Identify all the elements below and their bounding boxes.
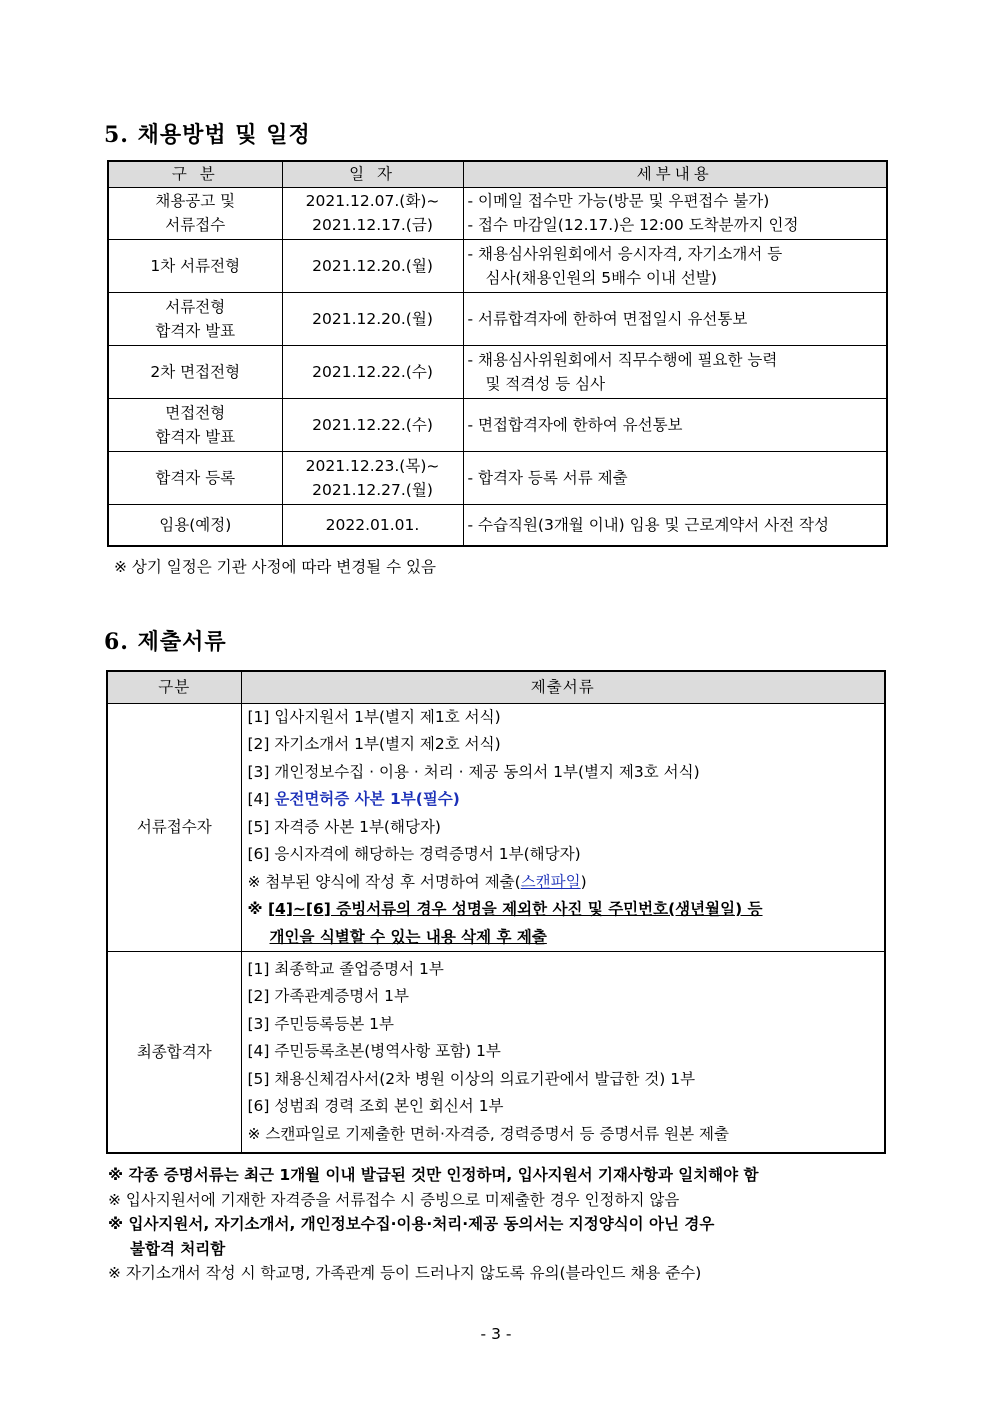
- row-category: 면접전형: [165, 403, 226, 422]
- row-category: 채용공고 및: [155, 192, 236, 210]
- scan-file-note: [248, 869, 879, 897]
- row-date: 2021.12.22.(수): [312, 415, 433, 434]
- required-license-highlight: 운전면허증 사본 1부(필수): [274, 790, 460, 808]
- scan-file-link[interactable]: 스캔파일: [520, 872, 581, 891]
- row-detail: - 채용심사위원회에서 직무수행에 필요한 능력: [467, 350, 778, 369]
- table-row: [108, 292, 887, 345]
- row-detail: 및 적격성 등 심사: [485, 374, 606, 393]
- row-date: 2021.12.20.(월): [312, 256, 433, 275]
- list-item: [3] 주민등록등본 1부: [247, 1014, 394, 1033]
- list-item: [6] 응시자격에 해당하는 경력증명서 1부(해당자): [247, 845, 581, 863]
- row-category: 2차 면접전형: [150, 362, 241, 381]
- applicants-category: 서류접수자: [107, 703, 241, 952]
- section5-title: 5. 채용방법 및 일정: [104, 122, 311, 148]
- footnote: ※ 자기소개서 작성 시 학교명, 가족관계 등이 드러나지 않도록 유의(블라인드 채용 준수): [108, 1264, 702, 1282]
- note-mark: ※: [247, 900, 268, 918]
- schedule-header-date: 일 자: [282, 161, 463, 187]
- row-date: 2021.12.23.(목)~: [305, 456, 440, 475]
- list-item: [5] 채용신체검사서(2차 병원 이상의 의료기관에서 발급한 것) 1부: [247, 1069, 696, 1088]
- section6-title: 6. 제출서류: [104, 629, 227, 655]
- row-detail: - 면접합격자에 한하여 유선통보: [467, 415, 683, 434]
- footnote: ※ 입사지원서, 자기소개서, 개인정보수집·이용·처리·제공 동의서는 지정양식이 아닌 경우: [108, 1215, 715, 1233]
- privacy-note-continued: [248, 924, 879, 952]
- list-item: [3] 개인정보수집 · 이용 · 처리 · 제공 동의서 1부(별지 제3호 서식): [247, 762, 700, 781]
- schedule-note: ※ 상기 일정은 기관 사정에 따라 변경될 수 있음: [114, 558, 436, 576]
- table-row: [107, 952, 885, 1154]
- note-text: ): [580, 872, 587, 891]
- privacy-note-line2: 개인을 식별할 수 있는 내용 삭제 후 제출: [269, 927, 547, 946]
- list-item: [4] 주민등록초본(병역사항 포함) 1부: [247, 1042, 501, 1061]
- list-item-number: [4]: [247, 790, 275, 808]
- row-detail: - 합격자 등록 서류 제출: [467, 468, 628, 487]
- table-row: [108, 187, 887, 239]
- table-row: [108, 345, 887, 398]
- row-date: 2021.12.17.(금): [312, 216, 433, 234]
- row-date: 2021.12.20.(월): [312, 309, 433, 328]
- row-category: 합격자 발표: [155, 427, 236, 446]
- row-date: 2021.12.22.(수): [312, 362, 433, 381]
- privacy-note-line1: [4]~[6] 증빙서류의 경우 성명을 제외한 사진 및 주민번호(생년월일) 등: [267, 900, 763, 918]
- documents-header-row: [107, 671, 885, 703]
- row-detail: - 서류합격자에 한하여 면접일시 유선통보: [467, 309, 748, 328]
- schedule-table: [107, 160, 888, 547]
- row-detail: - 접수 마감일(12.17.)은 12:00 도착분까지 인정: [467, 216, 799, 234]
- footnotes: [108, 1163, 908, 1286]
- row-date: 2022.01.01.: [325, 515, 420, 534]
- row-category: 서류접수: [165, 216, 226, 234]
- row-category: 합격자 발표: [155, 321, 236, 340]
- schedule-header-row: [108, 161, 887, 187]
- list-item: [6] 성범죄 경력 조회 본인 회신서 1부: [247, 1097, 504, 1116]
- list-item: [2] 가족관계증명서 1부: [247, 987, 409, 1006]
- documents-table: [106, 670, 886, 1154]
- row-category: 1차 서류전형: [150, 256, 241, 275]
- list-item: [2] 자기소개서 1부(별지 제2호 서식): [247, 735, 501, 753]
- privacy-note: [248, 896, 879, 924]
- list-item: [1] 입사지원서 1부(별지 제1호 서식): [247, 707, 501, 726]
- finalists-category: 최종합격자: [107, 952, 241, 1154]
- table-row: [108, 451, 887, 504]
- row-category: 합격자 등록: [155, 468, 236, 487]
- row-detail: - 수습직원(3개월 이내) 임용 및 근로계약서 사전 작성: [467, 515, 829, 534]
- list-item: [248, 786, 879, 814]
- schedule-header-category: 구 분: [108, 161, 282, 187]
- row-category: 임용(예정): [159, 515, 232, 534]
- row-date: 2021.12.27.(월): [312, 480, 433, 499]
- note-text: ※ 첨부된 양식에 작성 후 서명하여 제출(: [247, 872, 521, 891]
- row-detail: - 이메일 접수만 가능(방문 및 우편접수 불가): [467, 192, 770, 210]
- table-row: [108, 504, 887, 546]
- list-item: ※ 스캔파일로 기제출한 면허·자격증, 경력증명서 등 증명서류 원본 제출: [247, 1124, 730, 1143]
- footnote: 불합격 처리함: [130, 1239, 226, 1258]
- row-category: 서류전형: [165, 297, 226, 316]
- row-detail: - 채용심사위원회에서 응시자격, 자기소개서 등: [467, 244, 783, 263]
- table-row: [108, 239, 887, 292]
- documents-header-docs: 제출서류: [241, 671, 885, 703]
- footnote: ※ 각종 증명서류는 최근 1개월 이내 발급된 것만 인정하며, 입사지원서 기재사항과 일치해야 함: [108, 1166, 759, 1184]
- row-date: 2021.12.07.(화)~: [305, 192, 440, 210]
- table-row: [108, 398, 887, 451]
- table-row: [107, 703, 885, 952]
- list-item: [1] 최종학교 졸업증명서 1부: [247, 959, 444, 978]
- page-number: - 3 -: [480, 1325, 512, 1343]
- documents-header-category: 구분: [107, 671, 241, 703]
- schedule-header-details: 세부내용: [463, 161, 887, 187]
- footnote: ※ 입사지원서에 기재한 자격증을 서류접수 시 증빙으로 미제출한 경우 인정하지 않음: [108, 1190, 680, 1209]
- list-item: [5] 자격증 사본 1부(해당자): [247, 817, 441, 836]
- row-detail: 심사(채용인원의 5배수 이내 선발): [485, 268, 717, 287]
